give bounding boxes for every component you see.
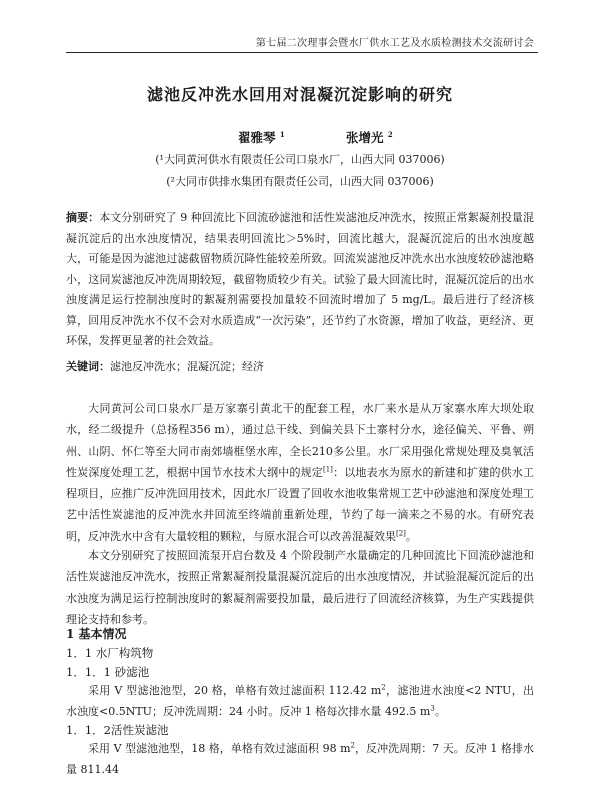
p1-part-c: 。 bbox=[405, 529, 417, 543]
author-2-sup: 2 bbox=[387, 129, 393, 139]
abstract-label: 摘要： bbox=[66, 211, 100, 224]
author-2-name: 张增光 bbox=[346, 130, 384, 145]
running-head: 第七届二次理事会暨水厂供水工艺及水质检测技术交流研讨会 bbox=[255, 38, 534, 49]
paper-title: 滤池反冲洗水回用对混凝沉淀影响的研究 bbox=[146, 85, 453, 104]
abstract-text: 本文分别研究了 9 种回流比下回流砂滤池和活性炭滤池反冲洗水，按照正常絮凝剂投量混凝沉淀后的出水浊度情况，结果表明回流比＞5%时，回流比越大，混凝沉淀后的出水浊度越大，可能是因为滤池过滤截留物质沉降性能较差所致。回流炭滤池反冲洗水出水浊度较砂滤池略小，这同炭滤池反冲洗周期较短，截留物质较少有关。试验了最大回流比时，混凝沉淀后的出水浊度满足运行控制浊度时的絮凝剂需要投加量较不回流时增加了 5 mg/L。最后进行了经济核算，回用反冲洗水不仅不会对水质造成“一次污染”，还节约了水资源，增加了收益，更经济、更环保，发挥更显著的社会效益。 bbox=[66, 211, 534, 347]
intro-paragraph-1 bbox=[66, 398, 534, 547]
keywords-text: 滤池反冲洗水；混凝沉淀；经济 bbox=[110, 360, 264, 373]
p4-sup: 2 bbox=[350, 741, 355, 750]
intro-paragraph-2: 本文分别研究了按照回流泵开启台数及 4 个阶段制产水量确定的几种回流比下回流砂滤池和活性炭滤池反冲洗水，按照正常絮凝剂投量混凝沉淀后的出水浊度情况，并试验混凝沉淀后的出水浊度为满足运行控制浊度时的絮凝剂需要投加量，最后进行了回流经济核算，为生产实践提供理论支持和参考。 bbox=[66, 549, 534, 626]
p3-part-a: 采用 V 型滤池池型，20 格，单格有效过滤面积 112.42 m bbox=[88, 684, 382, 697]
keywords bbox=[66, 358, 534, 374]
p4-part-a: 采用 V 型滤池池型，18 格，单格有效过滤面积 98 m bbox=[88, 742, 351, 755]
sand-filter-paragraph bbox=[66, 680, 534, 723]
header-rule bbox=[66, 52, 538, 53]
p3-part-b: ，滤池进水浊度<2 NTU，出水浊度<0.5NTU；反冲洗周期：24 小时。反冲 1 格每次排水量 492.5 m bbox=[66, 684, 534, 719]
subsubsection-heading-1-1-2: 1．1．2活性炭滤池 bbox=[66, 723, 169, 737]
author-line bbox=[0, 128, 600, 146]
p3-part-c: 。 bbox=[434, 705, 446, 719]
carbon-filter-paragraph bbox=[66, 738, 534, 781]
section-heading-1: 1 基本情况 bbox=[66, 627, 127, 641]
citation-2: [2] bbox=[396, 529, 406, 538]
keywords-label: 关键词： bbox=[66, 360, 110, 373]
citation-1: [1] bbox=[322, 465, 333, 474]
author-1-sup: 1 bbox=[279, 129, 285, 139]
author-1 bbox=[238, 128, 285, 146]
p3-sup2: 3 bbox=[430, 704, 435, 713]
subsection-heading-1-1: 1．1 水厂构筑物 bbox=[66, 646, 154, 660]
author-1-name: 翟雅琴 bbox=[238, 130, 276, 145]
abstract bbox=[66, 208, 534, 352]
p1-part-a: 大同黄河公司口泉水厂是万家寨引黄北干的配套工程，水厂来水是从万家寨水库大坝处取水，经二级提升（总扬程356 m），通过总干线、到偏关县下土寨村分水，途径偏关、平鲁、朔州、山阴、怀仁等至大同市南郊墙框堡水库，全长210多公里。水厂采用强化常规处理及臭氧活性炭深度处理工艺，根据中国节水技术大纲中的规定 bbox=[66, 402, 534, 479]
p1-part-b: ：以地表水为原水的新建和扩建的供水工程项目，应推广反冲洗回用技术，因此水厂设置了回收水池收集常规工艺中砂滤池和深度处理工艺中活性炭滤池的反冲洗水并回流至终端前重新处理，节约了每一滴来之不易的水。有研究表明，反冲洗水中含有大量较粗的颗粒，与原水混合可以改善混凝效果 bbox=[66, 465, 534, 543]
p4-part-b: ，反冲洗周期：7 天。反冲 1 格排水量 811.44 bbox=[66, 742, 534, 777]
affiliation-1: (¹大同黄河供水有限责任公司口泉水厂，山西大同 037006) bbox=[155, 153, 445, 166]
p3-sup: 2 bbox=[381, 683, 386, 692]
subsubsection-heading-1-1-1: 1．1．1 砂滤池 bbox=[66, 665, 150, 679]
author-2 bbox=[346, 128, 393, 146]
affiliation-2: (²大同市供排水集团有限责任公司，山西大同 037006) bbox=[166, 175, 434, 188]
